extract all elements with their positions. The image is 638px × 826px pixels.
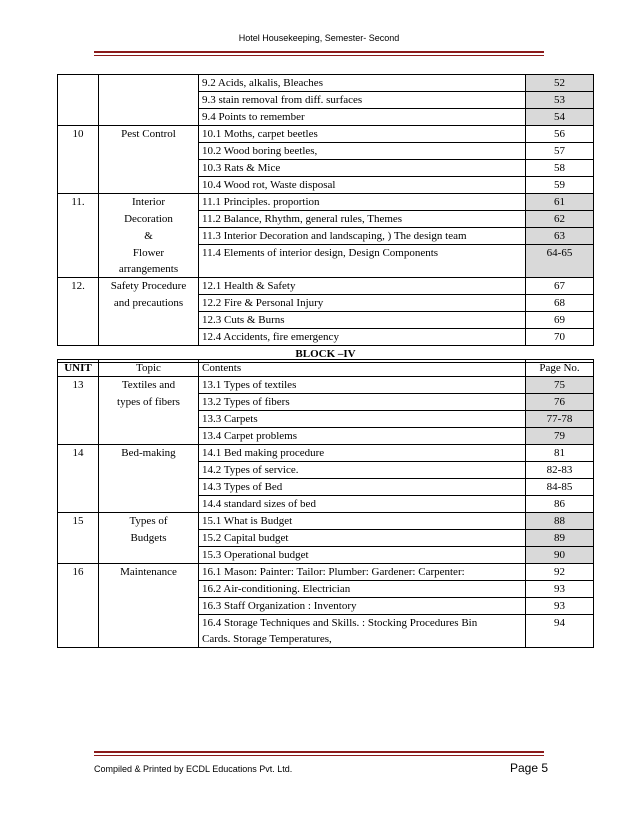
topic-cell: and precautions [99, 295, 199, 312]
unit-cell [58, 261, 99, 278]
content-cell: 11.1 Principles. proportion [199, 194, 526, 211]
content-cell: 10.3 Rats & Mice [199, 160, 526, 177]
page-cell: 88 [526, 513, 594, 530]
page-cell: 61 [526, 194, 594, 211]
page-cell: 81 [526, 445, 594, 462]
table-row [58, 462, 594, 479]
unit-cell [58, 598, 99, 615]
table-row [58, 160, 594, 177]
table-row [58, 394, 594, 411]
content-cell: 12.4 Accidents, fire emergency [199, 329, 526, 346]
unit-cell [58, 394, 99, 411]
topic-cell: Budgets [99, 530, 199, 547]
table-row [58, 479, 594, 496]
unit-cell: 11. [58, 194, 99, 211]
page-cell: 58 [526, 160, 594, 177]
topic-cell: Textiles and [99, 377, 199, 394]
topic-cell: Types of [99, 513, 199, 530]
topic-cell [99, 462, 199, 479]
table-row [58, 312, 594, 329]
table-row [58, 547, 594, 564]
topic-cell [99, 143, 199, 160]
content-cell: 11.4 Elements of interior design, Design Components [199, 245, 526, 262]
page-cell: 93 [526, 581, 594, 598]
page-cell: 69 [526, 312, 594, 329]
footer-rule [94, 751, 544, 753]
unit-cell [58, 329, 99, 346]
page-cell: 67 [526, 278, 594, 295]
content-cell: 12.1 Health & Safety [199, 278, 526, 295]
table-header-row [58, 360, 594, 377]
topic-cell [99, 92, 199, 109]
page-cell: 59 [526, 177, 594, 194]
page-cell: 93 [526, 598, 594, 615]
unit-cell [58, 177, 99, 194]
topic-cell: Decoration [99, 211, 199, 228]
content-cell: 11.3 Interior Decoration and landscaping, ) The design team [199, 228, 526, 245]
table-row [58, 445, 594, 462]
page-cell: 90 [526, 547, 594, 564]
unit-cell: 13 [58, 377, 99, 394]
unit-cell [58, 143, 99, 160]
content-cell: 9.3 stain removal from diff. surfaces [199, 92, 526, 109]
page-cell: 86 [526, 496, 594, 513]
header-unit: UNIT [58, 360, 99, 377]
unit-cell [58, 160, 99, 177]
unit-cell [58, 462, 99, 479]
unit-cell [58, 631, 99, 648]
topic-cell: Bed-making [99, 445, 199, 462]
header-contents: Contents [199, 360, 526, 377]
topic-cell [99, 312, 199, 329]
table-row [58, 513, 594, 530]
page-cell: 79 [526, 428, 594, 445]
content-cell: 13.3 Carpets [199, 411, 526, 428]
content-cell: 15.2 Capital budget [199, 530, 526, 547]
contents-table-block4 [57, 359, 594, 648]
footer-page-number: Page 5 [510, 761, 549, 775]
content-cell: 13.1 Types of textiles [199, 377, 526, 394]
topic-cell: Flower [99, 245, 199, 262]
page-cell: 94 [526, 615, 594, 632]
page-header-title: Hotel Housekeeping, Semester- Second [238, 33, 400, 43]
content-cell: 14.3 Types of Bed [199, 479, 526, 496]
page-cell: 82-83 [526, 462, 594, 479]
unit-cell: 10 [58, 126, 99, 143]
block-title: BLOCK –IV [58, 346, 594, 363]
table-row [58, 496, 594, 513]
unit-cell [58, 245, 99, 262]
page-cell: 52 [526, 75, 594, 92]
table-row [58, 228, 594, 245]
table-row [58, 377, 594, 394]
topic-cell [99, 160, 199, 177]
content-cell: 13.2 Types of fibers [199, 394, 526, 411]
unit-cell [58, 479, 99, 496]
topic-cell [99, 329, 199, 346]
unit-cell: 16 [58, 564, 99, 581]
content-cell: 16.2 Air-conditioning. Electrician [199, 581, 526, 598]
table-row [58, 329, 594, 346]
content-cell: 9.2 Acids, alkalis, Bleaches [199, 75, 526, 92]
table-row [58, 278, 594, 295]
page-cell: 62 [526, 211, 594, 228]
table-row [58, 615, 594, 632]
contents-table-part1 [57, 74, 594, 363]
topic-cell [99, 428, 199, 445]
topic-cell [99, 615, 199, 632]
page-cell: 68 [526, 295, 594, 312]
topic-cell [99, 598, 199, 615]
table-row [58, 564, 594, 581]
content-cell: 10.1 Moths, carpet beetles [199, 126, 526, 143]
page-cell [526, 261, 594, 278]
unit-cell [58, 496, 99, 513]
topic-cell [99, 581, 199, 598]
footer-rule-thin [94, 755, 544, 756]
unit-cell [58, 228, 99, 245]
unit-cell [58, 581, 99, 598]
unit-cell [58, 530, 99, 547]
content-cell: 12.2 Fire & Personal Injury [199, 295, 526, 312]
page-cell: 92 [526, 564, 594, 581]
unit-cell [58, 92, 99, 109]
unit-cell: 12. [58, 278, 99, 295]
content-cell [199, 261, 526, 278]
content-cell: 16.4 Storage Techniques and Skills. : Stocking Procedures Bin [199, 615, 526, 632]
unit-cell [58, 211, 99, 228]
content-cell: 16.3 Staff Organization : Inventory [199, 598, 526, 615]
footer-publisher: Compiled & Printed by ECDL Educations Pvt. Ltd. [94, 764, 293, 774]
content-cell: 14.1 Bed making procedure [199, 445, 526, 462]
table-row [58, 581, 594, 598]
unit-cell [58, 547, 99, 564]
topic-cell: Maintenance [99, 564, 199, 581]
content-cell: Cards. Storage Temperatures, [199, 631, 526, 648]
topic-cell [99, 411, 199, 428]
content-cell: 15.3 Operational budget [199, 547, 526, 564]
table-row [58, 295, 594, 312]
page-cell: 63 [526, 228, 594, 245]
content-cell: 13.4 Carpet problems [199, 428, 526, 445]
content-cell: 15.1 What is Budget [199, 513, 526, 530]
topic-cell: Safety Procedure [99, 278, 199, 295]
unit-cell [58, 75, 99, 92]
table-row [58, 75, 594, 92]
topic-cell: arrangements [99, 261, 199, 278]
table-row [58, 530, 594, 547]
unit-cell: 14 [58, 445, 99, 462]
table-row [58, 143, 594, 160]
topic-cell: & [99, 228, 199, 245]
table-row [58, 598, 594, 615]
page-cell [526, 631, 594, 648]
topic-cell [99, 479, 199, 496]
topic-cell [99, 631, 199, 648]
page-cell: 64-65 [526, 245, 594, 262]
page-cell: 75 [526, 377, 594, 394]
header-rule-thin [94, 55, 544, 56]
page-cell: 57 [526, 143, 594, 160]
header-page: Page No. [526, 360, 594, 377]
content-cell: 14.2 Types of service. [199, 462, 526, 479]
unit-cell [58, 312, 99, 329]
table-row [58, 428, 594, 445]
content-cell: 14.4 standard sizes of bed [199, 496, 526, 513]
table-row [58, 211, 594, 228]
table-row [58, 631, 594, 648]
topic-cell: Pest Control [99, 126, 199, 143]
page-cell: 70 [526, 329, 594, 346]
table-row [58, 126, 594, 143]
content-cell: 11.2 Balance, Rhythm, general rules, Themes [199, 211, 526, 228]
topic-cell [99, 109, 199, 126]
content-cell: 16.1 Mason: Painter: Tailor: Plumber: Gardener: Carpenter: [199, 564, 526, 581]
content-cell: 10.2 Wood boring beetles, [199, 143, 526, 160]
table-row [58, 245, 594, 262]
unit-cell [58, 295, 99, 312]
topic-cell [99, 496, 199, 513]
topic-cell [99, 547, 199, 564]
page-cell: 53 [526, 92, 594, 109]
header-topic: Topic [99, 360, 199, 377]
topic-cell: types of fibers [99, 394, 199, 411]
table-row [58, 411, 594, 428]
topic-cell [99, 75, 199, 92]
unit-cell [58, 109, 99, 126]
table-row [58, 177, 594, 194]
page-cell: 76 [526, 394, 594, 411]
topic-cell [99, 177, 199, 194]
page-cell: 56 [526, 126, 594, 143]
unit-cell: 15 [58, 513, 99, 530]
content-cell: 9.4 Points to remember [199, 109, 526, 126]
page-cell: 77-78 [526, 411, 594, 428]
header-rule [94, 51, 544, 53]
table-row [58, 109, 594, 126]
unit-cell [58, 428, 99, 445]
content-cell: 12.3 Cuts & Burns [199, 312, 526, 329]
table-row [58, 92, 594, 109]
unit-cell [58, 615, 99, 632]
table-row [58, 261, 594, 278]
page-cell: 89 [526, 530, 594, 547]
table-row [58, 194, 594, 211]
unit-cell [58, 411, 99, 428]
page-cell: 54 [526, 109, 594, 126]
page-cell: 84-85 [526, 479, 594, 496]
topic-cell: Interior [99, 194, 199, 211]
content-cell: 10.4 Wood rot, Waste disposal [199, 177, 526, 194]
